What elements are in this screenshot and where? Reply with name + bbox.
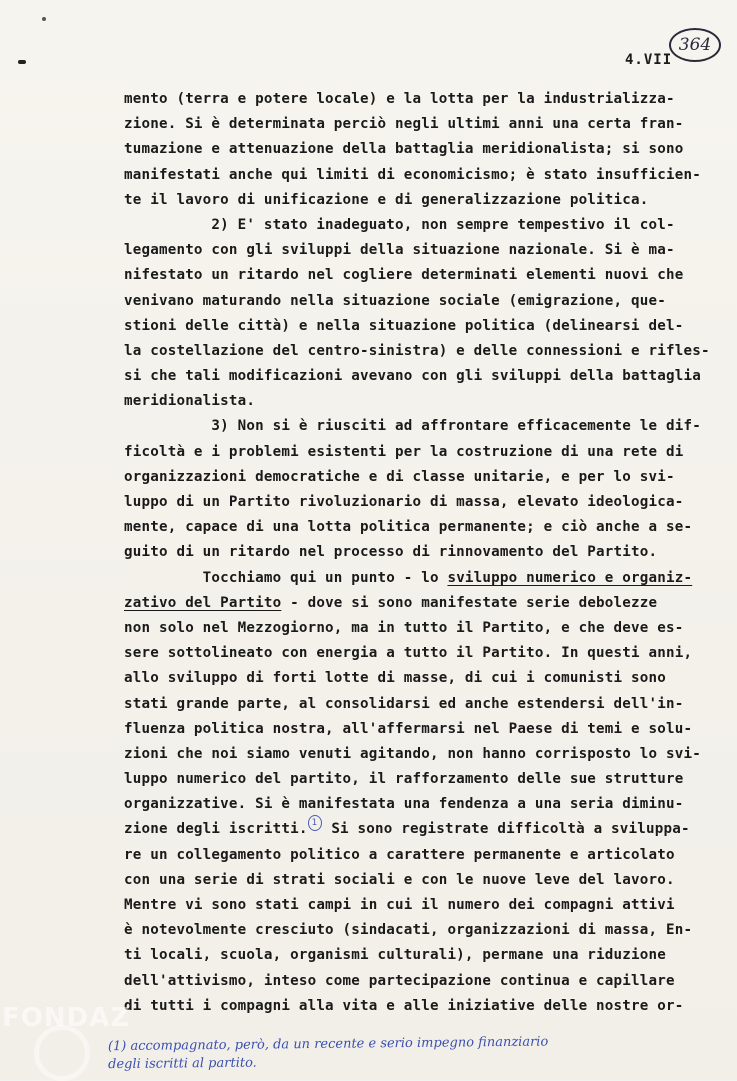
page-number: 4.VII: [625, 52, 673, 68]
text-line: con una serie di strati sociali e con le nuove leve del lavoro.: [124, 871, 675, 888]
text-line: [124, 566, 704, 591]
text-line: 2) E' stato inadeguato, non sempre tempestivo il col-: [124, 216, 675, 233]
text-line: nifestato un ritardo nel cogliere determinati elementi nuovi che: [124, 267, 684, 284]
text-line: di tutti i compagni alla vita e alle iniziative delle nostre or-: [124, 997, 684, 1014]
text-line: non solo nel Mezzogiorno, ma in tutto il Partito, e che deve es-: [124, 619, 684, 636]
handwritten-line: (1) accompagnato, però, da un recente e serio impegno finanziario: [107, 1034, 549, 1055]
text-line: mento (terra e potere locale) e la lotta per la industrializza-: [124, 91, 675, 107]
handwritten-footnote: [108, 1032, 708, 1074]
text-line: legamento con gli sviluppi della situazione nazionale. Si è ma-: [124, 242, 675, 259]
text-segment: Tocchiamo qui un punto - lo: [124, 569, 448, 586]
text-line: la costellazione del centro-sinistra) e delle connessioni e rifles-: [124, 342, 710, 359]
text-line: ti locali, scuola, organismi culturali), permane una riduzione: [124, 947, 666, 964]
text-line: [124, 817, 704, 842]
text-line: luppo di un Partito rivoluzionario di massa, elevato ideologica-: [124, 494, 684, 510]
text-segment: Si sono registrate difficoltà a sviluppa-: [322, 821, 690, 838]
text-line: fluenza politica nostra, all'affermarsi nel Paese di temi e solu-: [124, 720, 693, 737]
text-line: ficoltà e i problemi esistenti per la costruzione di una rete di: [124, 443, 684, 460]
text-line: manifestati anche qui limiti di economicismo; è stato insufficien-: [124, 166, 701, 183]
text-line: organizzative. Si è manifestata una fendenza a una seria diminu-: [124, 796, 684, 813]
text-line: te il lavoro di unificazione e di generalizzazione politica.: [124, 191, 649, 208]
footnote-marker: 1: [308, 815, 322, 831]
text-line: meridionalista.: [124, 393, 256, 410]
text-line: zione. Si è determinata perciò negli ultimi anni una certa fran-: [124, 116, 684, 133]
text-line: è notevolmente cresciuto (sindacati, organizzazioni di massa, En-: [124, 922, 693, 939]
text-line: organizzazioni democratiche e di classe unitarie, e per lo svi-: [124, 468, 675, 485]
text-line: [124, 591, 704, 616]
text-segment: zione degli iscritti.: [124, 821, 308, 838]
text-line: allo sviluppo di forti lotte di masse, di cui i comunisti sono: [124, 670, 666, 687]
text-line: luppo numerico del partito, il rafforzamento delle sue strutture: [124, 771, 684, 788]
watermark-text: FONDAZ: [2, 1003, 131, 1033]
text-segment: - dove si sono manifestate serie debolezze: [281, 594, 658, 611]
speck-mark: [42, 17, 46, 21]
text-line: guito di un ritardo nel processo di rinnovamento del Partito.: [124, 544, 658, 561]
text-line: mente, capace di una lotta politica permanente; e ciò anche a se-: [124, 519, 693, 536]
text-line: stati grande parte, al consolidarsi ed anche estendersi dell'in-: [124, 695, 684, 712]
text-line: dell'attivismo, inteso come partecipazione continua e capillare: [124, 972, 675, 989]
text-line: zioni che noi siamo venuti agitando, non hanno corrisposto lo svi-: [124, 745, 701, 762]
watermark-logo-icon: [34, 1025, 90, 1081]
text-line: venivano maturando nella situazione sociale (emigrazione, que-: [124, 292, 666, 309]
underlined-phrase: zativo del Partito: [124, 594, 282, 611]
text-line: tumazione e attenuazione della battaglia meridionalista; si sono: [124, 141, 684, 158]
text-line: sere sottolineato con energia a tutto il Partito. In questi anni,: [124, 645, 693, 662]
text-line: 3) Non si è riusciti ad affrontare efficacemente le dif-: [124, 418, 701, 435]
underlined-phrase: sviluppo numerico e organiz-: [447, 569, 693, 586]
archive-folio-number: 364: [669, 28, 721, 62]
text-line: stioni delle città) e nella situazione politica (delinearsi del-: [124, 317, 684, 334]
text-line: Mentre vi sono stati campi in cui il numero dei compagni attivi: [124, 897, 675, 913]
text-line: si che tali modificazioni avevano con gli sviluppi della battaglia: [124, 368, 701, 385]
typed-text-body: [124, 87, 710, 1019]
text-line: re un collegamento politico a carattere permanente e articolato: [124, 846, 675, 863]
handwritten-line: degli iscritti al partito.: [108, 1055, 257, 1073]
archive-watermark: [0, 995, 140, 1080]
margin-mark: [18, 60, 26, 64]
